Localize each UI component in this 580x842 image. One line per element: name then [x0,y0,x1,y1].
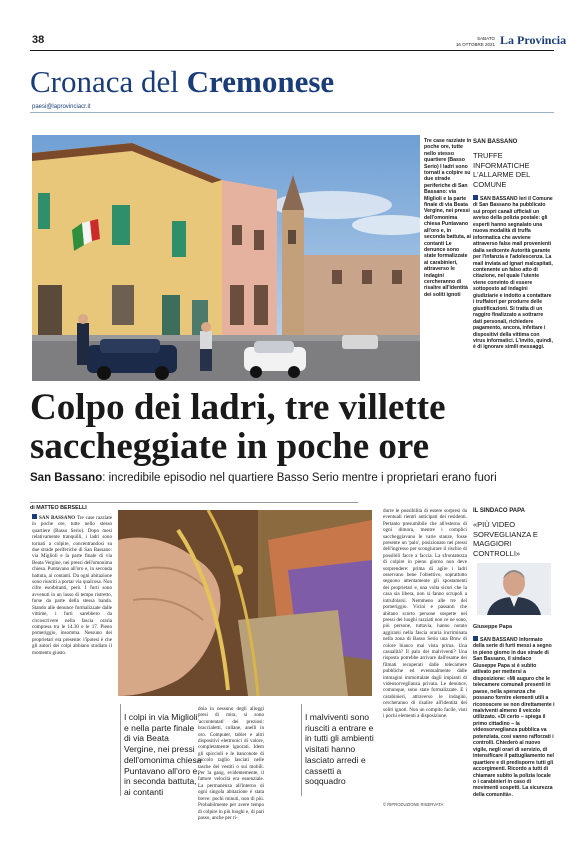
header-divider [30,50,554,51]
article-lead: SAN BASSANO [39,515,76,521]
section-title-bold: Cremonese [186,64,335,99]
pull-quote-1: I colpi in via Miglioli e nella parte finale di via Beata Vergine, nei pressi dell'omonima chiesa Puntavano all'oro e, in seconda battuta, ai contanti [124,712,202,797]
sidebar-title: TRUFFE INFORMATICHE L'ALLARME DEL COMUNE [473,151,531,189]
photo-caption: Tre case razziate in poche ore, tutte nello stesso quartiere (Basso Serio) I ladri sono tornati a colpire su due strade periferiche di San Bassano: via Miglioli e la parte finale di via Beata Vergine, nei pressi dell'omonima chiesa Puntavano all'oro e, in seconda battuta, ai contanti Le denunce sono state formalizzate ai carabinieri, attraverso le indagini cercheranno di risalire all'identità dei soliti ignoti [424,138,472,298]
issue-weekday: SABATO [477,36,495,41]
sidebar-lead: SAN BASSANO [480,196,518,202]
section-title-regular: Cronaca del [30,64,187,99]
article-headline: Colpo dei ladri, tre villette saccheggiate in poche ore [30,387,446,467]
newspaper-brand: La Provincia [500,33,567,47]
section-email-link[interactable]: paesi@laprovinciacr.it [32,104,91,110]
pull-quote-2: I malviventi sono riusciti a entrare e in tutti gli ambienti visitati hanno lasciato arredi e cassetti a soqquadro [305,712,374,787]
article-byline: di MATTEO BERSELLI [30,505,87,511]
sidebar2-lead: SAN BASSANO [480,637,518,643]
article-subhead [30,472,556,484]
portrait-caption: Giuseppe Papa [473,624,512,630]
pull-quote-rule [301,704,302,796]
sidebar2-body [473,636,555,798]
sidebar-body [473,195,553,351]
jewelry-money-photo [118,510,372,696]
issue-day: 16 OTTOBRE 2021 [455,42,495,47]
section-divider [30,112,554,113]
bullet-square-icon [473,636,478,641]
article-column-2: dola in nessuno degli alloggi presi di mira, si sono 'accontentati' dei preziosi: braccialetti, collane, anelli in oro. Computer, tablet e altri dispositivi elettronici di valore, completamente ignorati. Idem gli spiccioli e le banconote di piccolo taglio lasciati nelle tasche dei vestiti o sui mobili. Per la gang, evidentemente, il fattore velocità era essenziale. La permanenza all'interno di ogni singola abitazione è stata breve: pochi minuti, non di più. Probabilmente per avere tempo di colpire in più luoghi e, di pari passo, anche per ri- [198,706,264,821]
bullet-square-icon [473,195,478,200]
subhead-text: : incredibile episodio nel quartiere Basso Serio mentre i proprietari erano fuori [102,472,497,484]
sidebar-story-truffe [473,135,555,381]
mayor-portrait [477,563,551,615]
sidebar-text: Ieri il Comune di San Bassano ha pubblicato sui propri canali ufficiali un avviso della polizia postale: gli esperti hanno segnalato una nuova modalità di truffa informatica che avviene attraverso false mail provenienti dalla sedicente Autorità garante per l'infanzia e l'adolescenza. La mail inviata ad ignari malcapitati, contenente un falso atto di citazione, nel quale l'utente viene convinto di essere sottoposto ad indagini giudiziarie e indotto a contattare i truffatori per produrre delle giustificazioni. Si tratta di un raggiro finalizzato a sottrarre dati personali, richiedere pagamento, ancora, infettare i dispositivi della vittima con virus informatici. L'invito, quindi, è di ignorare simili messaggi. [473,196,553,351]
issue-date [407,36,495,48]
copyright-note: © RIPRODUZIONE RISERVATA [383,802,444,807]
byline-divider [30,502,358,503]
article-column-3: durre le possibilità di essere sorpresi da eventuali rientri anticipati dei residenti. Pertanto presumibile che all'esterno di ogni dimora, mentre i complici saccheggiavano le varie stanze, fosse presente un 'palo', posizionato nei pressi dell'ingresso per scongiurare il rischio di possibili facce a faccia. La sfrontatezza di colpire in pieno giorno non deve sorprendere: prima di agire i ladri osservano bene l'obiettivo, soprattutto seguono attentamente gli spostamenti dei proprietari e, una volta sicuri che la casa sia libera, non si fanno scrupoli a intrufolarsi. Nemmeno alle tre del pomeriggio. Vicini e passanti che abitano scorto persone sospette nei pressi dei luoghi razziati non ce ne sono, più persone, tuttavia, hanno notato aggirarsi nella fascia oraria incriminata nella zona di Basso Serio una Bmw di colore bianco mai vista prima. Una casualità? Il palo dei malviventi? Una risposta potrebbe arrivare dall'esame dei filmati recuperati dalle telecamere pubbliche ed eventualmente dalle immagini immortalate dagli impianti di videosorveglianza privata. Le denunce, comunque, sono state formalizzate. E i carabinieri, attraverso le indagini, cercheranno di risalire all'identità dei soliti ignoti. Non un compito facile, visti i pochi elementi a disposizione. [383,508,467,719]
section-title [30,64,334,100]
pull-quote-rule [120,704,121,796]
sidebar2-kicker: IL SINDACO PAPA [473,508,526,514]
sidebar2-title: «PIÙ VIDEO SORVEGLIANZA E MAGGIORI CONTROLLI» [473,520,538,558]
article-column-1-text: Tre case razziate in poche ore, tutte nello stesso quartiere (Basso Serio). Dopo mesi relativamente tranquilli, i ladri sono tornati a colpire, concentrandosi su due strade periferiche di San Bassano: via Miglioli e la parte finale di via Beata Vergine, nei pressi dell'omonima chiesa. Puntavano all'oro e, in seconda battuta, ai contanti. Da ogni abitazione sono riusciti a portar via qualcosa. Non cifre esorbitanti, però. I furti sono avvenuti in un lasso di tempo ristretto, forse da parte della stessa banda. Stando alle denunce formalizzate dalle vittime, i furti sarebbero da circoscrivere nella fascia oraria compresa tra le 14.30 e le 17. Pieno pomeriggio, insomma. Nessuno dei proprietari era presente: l'ipotesi è che gli autori dei colpi abbiano studiato il momento giusto. [32,515,112,656]
subhead-place: San Bassano [30,472,103,484]
sidebar-kicker: SAN BASSANO [473,139,518,145]
article-column-1 [32,514,112,656]
street-photo [32,135,420,381]
page-number: 38 [32,34,45,46]
bullet-square-icon [32,514,37,519]
sidebar2-text: Informato della serie di furti messi a segno in pieno giorno in due strade di San Bassano, il sindaco Giuseppe Papa si è subito attivato per mettersi a disposizione: «Mi auguro che le telecamere comunali presenti in paese, nella speranza che possano fornire elementi utili a riconoscere se non direttamente i malviventi almeno il veicolo utilizzato. «Di certo – spiega il primo cittadino – la videosorveglianza pubblica va potenziata, così vanno rafforzati i controlli. Chiederò al nuovo vigile, negli orari di servizio, di intensificare il pattugliamento nel quartiere e di predisporre tutti gli accorgimenti. Ricordo a tutti di chiamare subito la polizia locale o i carabinieri in caso di movimenti sospetti. La sicurezza della comunità». [473,637,555,798]
